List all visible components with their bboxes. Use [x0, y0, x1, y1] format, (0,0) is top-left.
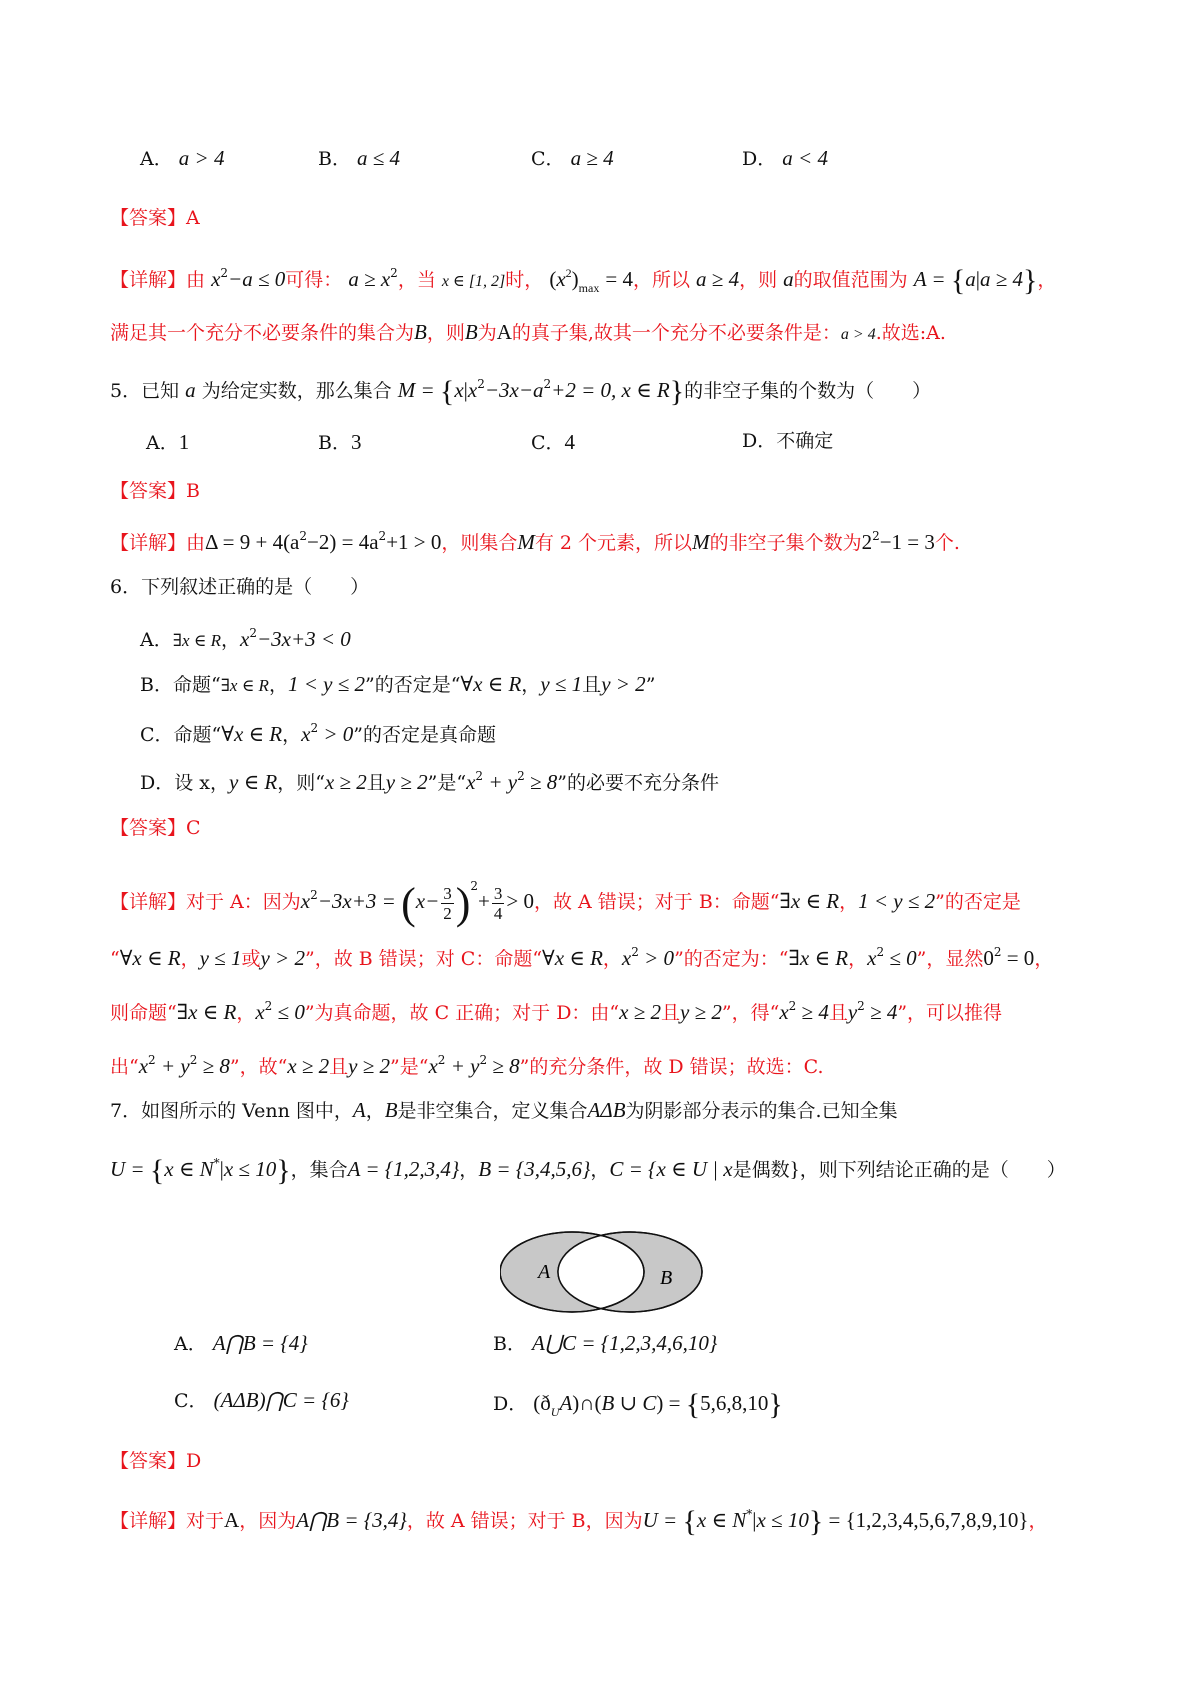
q4-detail-line2: 满足其一个充分不必要条件的集合为B，则B为A的真子集,故其一个充分不必要条件是：a > 4.故选:A.	[110, 320, 946, 344]
q6-detail-line2: “∀x ∈ R，y ≤ 1或y > 2”，故 B 错误；对 C：命题“∀x ∈ R，$x^2 > 0$”的否定为：“∃x ∈ R，$x^2 \le 0$”，显然$0^2 = 0$，	[110, 945, 1054, 970]
q6-detail-line4: 出“$x^2 + y^2 \ge 8$”，故“x ≥ 2且y ≥ 2”是“$x^2 + y^2 \ge 8$”的充分条件，故 D 错误；故选：C.	[110, 1053, 824, 1078]
q4-option-b[interactable]: B． a ≤ 4	[318, 146, 401, 170]
q7-answer: 【答案】D	[110, 1450, 202, 1472]
q6-option-d[interactable]: D．设 x，y ∈ R，则“x ≥ 2且y ≥ 2”是“$x^2 + y^2 \ge 8$”的必要不充分条件	[140, 769, 719, 794]
q4-answer: 【答案】A	[110, 207, 200, 229]
q7-option-d[interactable]: D． $(ð_UA)\cap(B$ ∪ C) = {5,6,8,10}	[493, 1388, 783, 1421]
q4-option-d[interactable]: D． a < 4	[742, 146, 828, 170]
q5-option-d[interactable]: D．不确定	[742, 430, 834, 452]
q4-option-a[interactable]: A． a > 4	[140, 146, 225, 170]
q7-option-b[interactable]: B． A⋃C = {1,2,3,4,6,10}	[493, 1331, 718, 1355]
q6-detail-line3: 则命题“∃x ∈ R，$x^2 \le 0$”为真命题，故 C 正确；对于 D：由“x ≥ 2且y ≥ 2”，得“$x^2 \ge 4$且$y^2 \ge 4$”，可以推得	[110, 999, 1003, 1024]
venn-diagram	[500, 1222, 710, 1322]
venn-label-b: B	[660, 1267, 673, 1289]
q4-detail-line1: 【详解】由 $x^2-a \le 0$可得： $a \ge x^2$，当 x ∈ [1, 2]时， $(x^2)_{max} = 4$，所以 a ≥ 4，则 a的取值范围为 A = {a|a ≥ 4}，	[110, 264, 1057, 297]
q6-answer: 【答案】C	[110, 817, 201, 839]
q7-stem-line2: U = {x ∈ N*|x ≤ 10}，集合A = {1,2,3,4}，B = {3,4,5,6}，C = {x ∈ U | x是偶数}，则下列结论正确的是（ ）	[110, 1154, 1066, 1187]
q5-option-c[interactable]: C．4	[531, 430, 576, 454]
q5-stem: 5．已知 a 为给定实数，那么集合 $M = \{x|x^2-3x-a^2+2 = 0$, x ∈ R}的非空子集的个数为（ ）	[110, 375, 932, 408]
venn-label-a: A	[538, 1261, 551, 1283]
q6-option-b[interactable]: B．命题“∃x ∈ R，1 < y ≤ 2”的否定是“∀x ∈ R，y ≤ 1且y > 2”	[140, 672, 656, 696]
q7-option-c[interactable]: C． (AΔB)⋂C = {6}	[174, 1388, 349, 1412]
q6-stem: 6．下列叙述正确的是（ ）	[110, 576, 370, 598]
q5-answer: 【答案】B	[110, 480, 200, 502]
q6-option-c[interactable]: C．命题“∀x ∈ R，$x^2 > 0$”的否定是真命题	[140, 721, 497, 746]
q7-option-a[interactable]: A． A⋂B = {4}	[174, 1331, 308, 1355]
q5-option-b[interactable]: B．3	[318, 430, 362, 454]
q4-option-c[interactable]: C． a ≥ 4	[531, 146, 614, 170]
q7-stem-line1: 7．如图所示的 Venn 图中，A，B是非空集合，定义集合AΔB为阴影部分表示的集合.已知全集	[110, 1098, 898, 1122]
q5-option-a[interactable]: A．1	[146, 430, 190, 454]
q6-option-a[interactable]: A．∃x ∈ R，$x^2-3x+3 < 0$	[140, 626, 351, 651]
q6-detail-line1: 【详解】对于 A：因为$x^2-3x+3 = (x-$ $\frac{3}{2}$ )$^2$+ $\frac{3}{4}$ > 0，故 A 错误；对于 B：命题“∃x ∈ R，1 < y ≤ 2”的否定是	[110, 879, 1021, 928]
q5-detail: 【详解】由$\Delta = 9 + 4(a^2-2) = 4a^2+1 > 0$，则集合M有 2 个元素，所以M的非空子集个数为$2^2-1 = 3$个.	[110, 529, 960, 554]
q7-detail: 【详解】对于A，因为A⋂B = {3,4}，故 A 错误；对于 B，因为U = {x ∈ N*|x ≤ 10} = {1,2,3,4,5,6,7,8,9,10}，	[110, 1505, 1048, 1538]
